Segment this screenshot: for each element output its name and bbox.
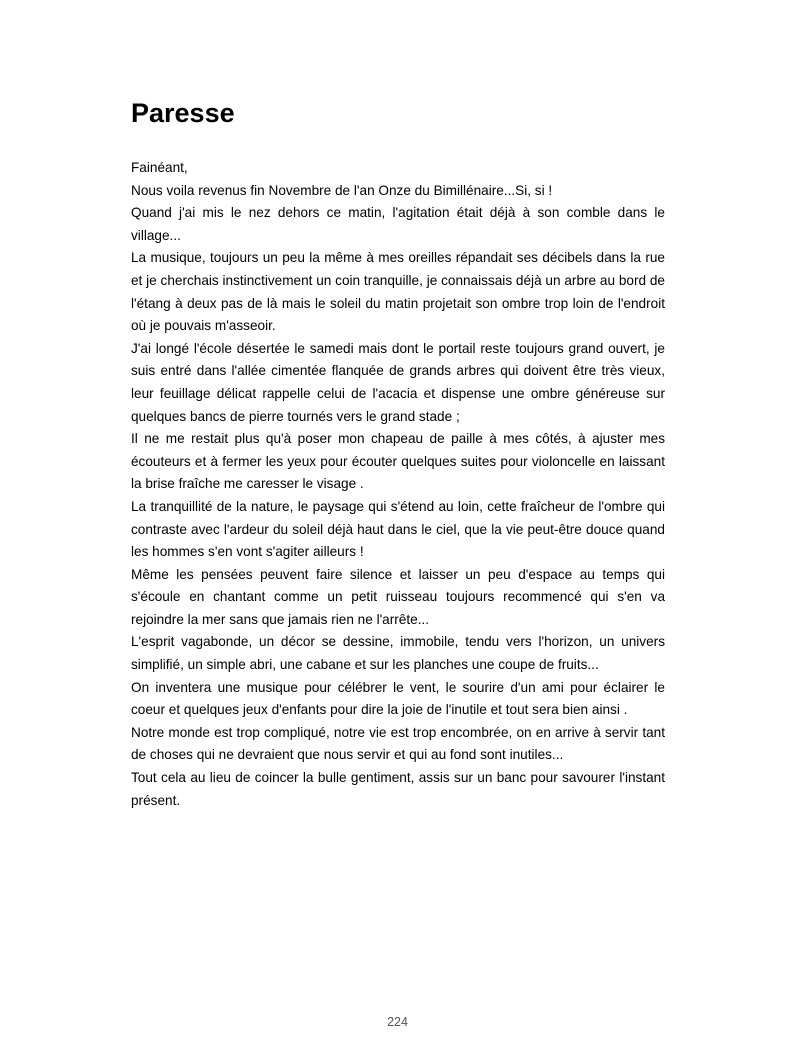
paragraph: Notre monde est trop compliqué, notre vie est trop encombrée, on en arrive à servir tant de choses qui ne devraient que nous servir et qui au fond sont inutiles...	[131, 724, 665, 763]
paragraph: Même les pensées peuvent faire silence et laisser un peu d'espace au temps qui s'écoule en chantant comme un petit ruisseau toujours recommencé qui s'en va rejoindre la mer sans que jamais rien ne l'arrête...	[131, 566, 665, 627]
body-text	[131, 157, 665, 812]
paragraph: L'esprit vagabonde, un décor se dessine, immobile, tendu vers l'horizon, un univers simplifié, un simple abri, une cabane et sur les planches une coupe de fruits...	[131, 634, 665, 673]
paragraph: Tout cela au lieu de coincer la bulle gentiment, assis sur un banc pour savourer l'instant présent.	[131, 770, 665, 808]
paragraph: On inventera une musique pour célébrer le vent, le sourire d'un ami pour éclairer le coeur et quelques jeux d'enfants pour dire la joie de l'inutile et tout sera bien ainsi .	[131, 679, 665, 718]
paragraph: J'ai longé l'école désertée le samedi mais dont le portail reste toujours grand ouvert, je suis entré dans l'allée cimentée flanquée de grands arbres qui doivent être très vieux, leur feuillage délicat rappelle celui de l'acacia et dispense une ombre généreuse sur quelques bancs de pierre tournés vers le grand stade ;	[131, 340, 665, 424]
paragraph: Quand j'ai mis le nez dehors ce matin, l'agitation était déjà à son comble dans le village...	[131, 205, 665, 243]
paragraph: La tranquillité de la nature, le paysage qui s'étend au loin, cette fraîcheur de l'ombre qui contraste avec l'ardeur du soleil déjà haut dans le ciel, que la vie peut-être douce quand les hommes s'en vont s'agiter ailleurs !	[131, 498, 665, 560]
paragraph: La musique, toujours un peu la même à mes oreilles répandait ses décibels dans la rue et je cherchais instinctivement un coin tranquille, je connaissais déjà un arbre au bord de l'étang à deux pas de là mais le soleil du matin projetait son ombre trop loin de l'endroit où je pouvais m'asseoir.	[131, 250, 665, 334]
paragraph: Nous voila revenus fin Novembre de l'an Onze du Bimillénaire...Si, si !	[131, 182, 553, 198]
paragraph: Il ne me restait plus qu'à poser mon chapeau de paille à mes côtés, à ajuster mes écouteurs et à fermer les yeux pour écouter quelques suites pour violoncelle en laissant la brise fraîche me caresser le visage .	[131, 431, 665, 492]
page-number: 224	[387, 1015, 408, 1029]
page-content	[131, 98, 665, 812]
paragraph: Fainéant,	[131, 160, 188, 175]
page-title: Paresse	[131, 98, 235, 128]
